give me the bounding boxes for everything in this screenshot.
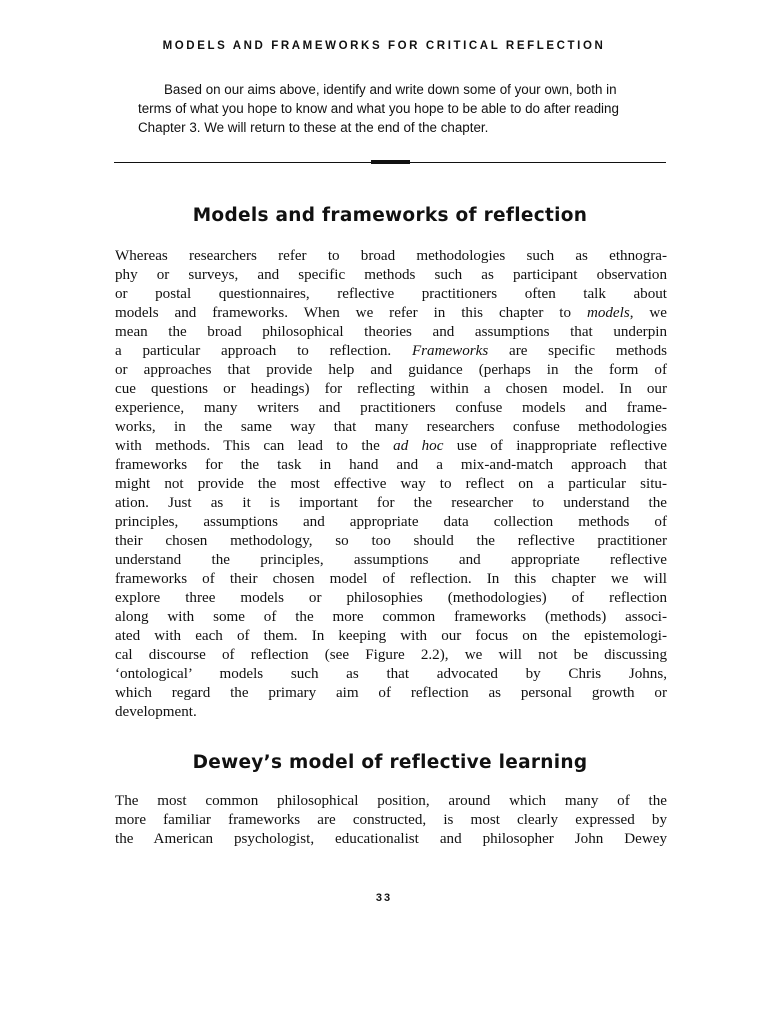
text-line: or postal questionnaires, reflective practitioners often talk about	[115, 286, 667, 302]
text-line: models and frameworks. When we refer in this chapter to models, we	[115, 305, 667, 321]
text-line: explore three models or philosophies (methodologies) of reflection	[115, 590, 667, 606]
emphasis-ad-hoc: ad hoc	[393, 438, 444, 454]
text-line: ‘ontological’ models such as that advocated by Chris Johns,	[115, 666, 667, 682]
divider-mark	[371, 160, 410, 164]
text-line: or approaches that provide help and guidance (perhaps in the form of	[115, 362, 667, 378]
text-line: which regard the primary aim of reflection as personal growth or	[115, 685, 667, 701]
text-line: phy or surveys, and specific methods such as participant observation	[115, 267, 667, 283]
body-paragraph-models	[115, 247, 667, 722]
text-line: cue questions or headings) for reflecting within a chosen model. In our	[115, 381, 667, 397]
text-line: a particular approach to reflection. Frameworks are specific methods	[115, 343, 668, 359]
text-line: their chosen methodology, so too should the reflective practitioner	[115, 533, 667, 549]
activity-box-text: Based on our aims above, identify and write down some of your own, both in terms of what you hope to know and what you hope to be able to do after reading Chapter 3. We will return to these at the end of the chapter.	[138, 82, 619, 135]
text-line: along with some of the more common frameworks (methods) associ-	[115, 609, 667, 625]
text-line: principles, assumptions and appropriate data collection methods of	[115, 514, 667, 530]
text-line: The most common philosophical position, around which many of the	[115, 793, 667, 809]
section-heading-dewey: Dewey’s model of reflective learning	[192, 752, 588, 773]
text-line: works, in the same way that many researchers confuse methodologies	[115, 419, 667, 435]
text-line: frameworks of their chosen model of reflection. In this chapter we will	[115, 571, 667, 587]
emphasis-models: models	[586, 305, 630, 321]
emphasis-frameworks: Frameworks	[411, 343, 489, 359]
text-line: mean the broad philosophical theories and assumptions that underpin	[115, 324, 667, 340]
text-line: the American psychologist, educationalist and philosopher John Dewey	[115, 831, 667, 847]
text-line: Whereas researchers refer to broad methodologies such as ethnogra-	[115, 248, 667, 264]
section-heading-models: Models and frameworks of reflection	[192, 205, 588, 226]
text-line: more familiar frameworks are constructed, is most clearly expressed by	[115, 812, 667, 828]
text-line: ation. Just as it is important for the researcher to understand the	[115, 495, 667, 511]
text-line: cal discourse of reflection (see Figure 2.2), we will not be discussing	[115, 647, 667, 663]
text-line: understand the principles, assumptions and appropriate reflective	[115, 552, 667, 568]
text-line: frameworks for the task in hand and a mix-and-match approach that	[115, 457, 667, 473]
text-line: might not provide the most effective way to reflect on a particular situ-	[115, 476, 667, 492]
text-line: development.	[115, 704, 197, 720]
text-line: experience, many writers and practitioners confuse models and frame-	[115, 400, 667, 416]
text-line: ated with each of them. In keeping with our focus on the epistemologi-	[115, 628, 667, 644]
body-paragraph-dewey	[115, 792, 667, 849]
page-number: 33	[375, 892, 393, 904]
text-line: with methods. This can lead to the ad hoc use of inappropriate reflective	[115, 438, 668, 454]
running-head: MODELS AND FRAMEWORKS FOR CRITICAL REFLECTION	[162, 40, 606, 52]
